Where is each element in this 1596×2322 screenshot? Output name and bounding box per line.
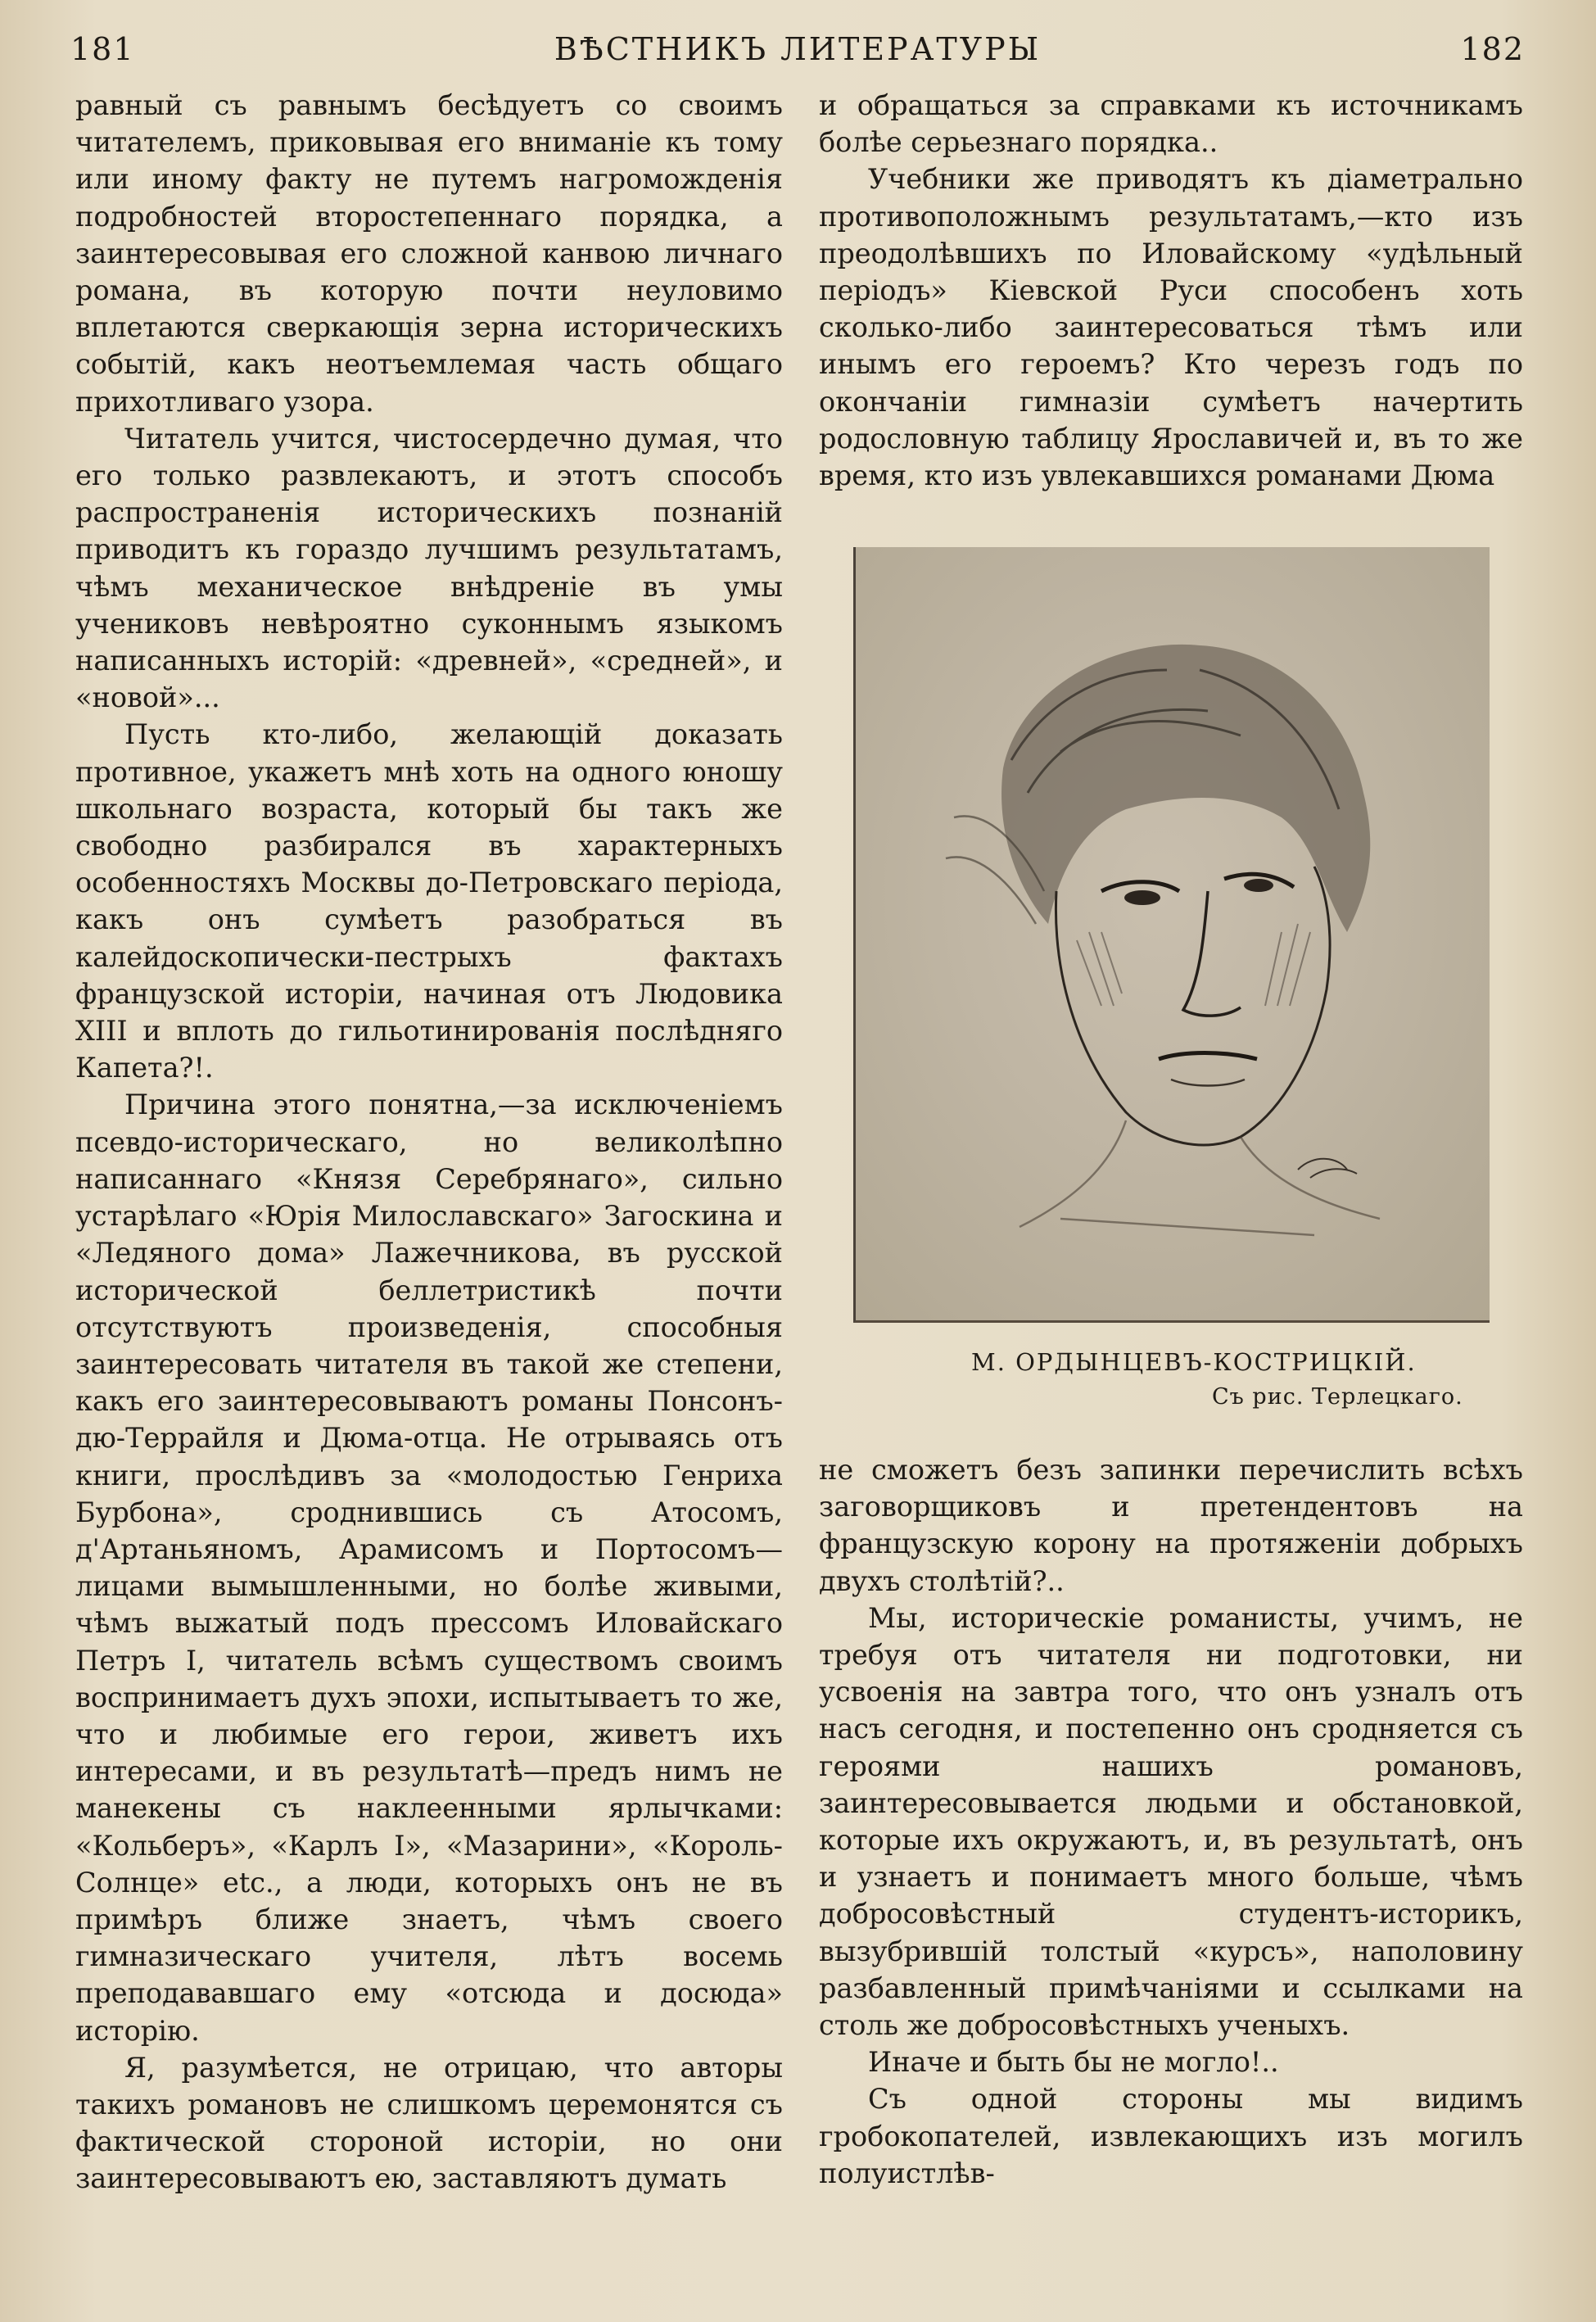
paragraph: Иначе и быть бы не могло!..: [868, 2046, 1279, 2079]
figure-caption: М. ОРДЫНЦЕВЪ-КОСТРИЦКІЙ.: [971, 1348, 1417, 1376]
right-column-bottom: [819, 1451, 1523, 2192]
running-header: [70, 25, 1525, 74]
left-column: [75, 87, 783, 2198]
page-number-left: 181: [70, 31, 135, 67]
paragraph: Я, разумѣется, не отрицаю, что авторы такихъ романовъ не слишкомъ церемонятся съ фактической стороной исторіи, но они заинтересовываютъ ею, заставляютъ думать: [75, 2051, 783, 2195]
portrait-illustration: [853, 547, 1490, 1323]
paragraph: Учебники же приводятъ къ діаметрально противоположнымъ результатамъ,—кто изъ преодолѣвшихъ по Иловайскому «удѣльный періодъ» Кіевской Руси способенъ хоть сколько-либо заинтересоваться тѣмъ или инымъ его героемъ? Кто черезъ годъ по окончаніи гимназіи сумѣетъ начертить родословную таблицу Ярославичей и, въ то же время, кто изъ увлекавшихся романами Дюма: [819, 163, 1523, 492]
paragraph: Пусть кто-либо, желающій доказать противное, укажетъ мнѣ хоть на одного юношу школьнаго возраста, который бы такъ же свободно разбирался въ характерныхъ особенностяхъ Москвы до-Петровскаго періода, какъ онъ сумѣетъ разобраться въ калейдоскопически-пестрыхъ фактахъ французской исторіи, начиная отъ Людовика XIII и вплоть до гильотинированія послѣдняго Капета?!.: [75, 718, 783, 1084]
paragraph: Читатель учится, чистосердечно думая, что его только развлекаютъ, и этотъ способъ распространенія историческихъ познаній приводитъ къ гораздо лучшимъ результатамъ, чѣмъ механическое внѣдреніе въ умы учениковъ невѣроятно суконнымъ языкомъ написанныхъ исторій: «древней», «средней», и «новой»...: [75, 422, 783, 714]
paragraph: Мы, историческіе романисты, учимъ, не требуя отъ читателя ни подготовки, ни усвоенія на завтра того, что онъ узналъ отъ насъ сегодня, и постепенно онъ сродняется съ героями нашихъ романовъ, заинтересовывается людьми и обстановкой, которые ихъ окружаютъ, и, въ результатѣ, онъ и узнаетъ и понимаетъ много больше, чѣмъ добросовѣстный студентъ-историкъ, вызубрившій толстый «курсъ», наполовину разбавленный примѣчаніями и ссылками на столь же добросовѣстныхъ ученыхъ.: [819, 1601, 1523, 2042]
portrait-sketch: [856, 547, 1490, 1320]
paragraph: равный съ равнымъ бесѣдуетъ со своимъ читателемъ, приковывая его вниманіе къ тому или иному факту не путемъ нагроможденія подробностей второстепеннаго порядка, а заинтересовывая его сложной канвою личнаго романа, въ которую почти неуловимо вплетаются сверкающія зерна историческихъ событій, какъ неотъемлемая часть общаго прихотливаго узора.: [75, 89, 783, 418]
paragraph: и обращаться за справками къ источникамъ болѣе серьезнаго порядка..: [819, 89, 1523, 159]
page-number-right: 182: [1460, 31, 1525, 67]
paragraph: не сможетъ безъ запинки перечислить всѣхъ заговорщиковъ и претендентовъ на французскую корону на протяженіи добрыхъ двухъ столѣтій?..: [819, 1454, 1523, 1597]
right-column-top: [819, 87, 1523, 494]
paragraph: Съ одной стороны мы видимъ гробокопателей, извлекающихъ изъ могилъ полуистлѣв-: [819, 2083, 1523, 2189]
paragraph: Причина этого понятна,—за исключеніемъ псевдо-историческаго, но великолѣпно написаннаго «Князя Серебрянаго», сильно устарѣлаго «Юрія Милославскаго» Загоскина и «Ледяного дома» Лажечникова, въ русской исторической беллетристикѣ почти отсутствуютъ произведенія, способныя заинтересовать читателя въ такой же степени, какъ его заинтересовываютъ романы Понсонъ-дю-Террайля и Дюма-отца. Не отрываясь отъ книги, прослѣдивъ за «молодостью Генриха Бурбона», сроднившись съ Атосомъ, д'Артаньяномъ, Арамисомъ и Портосомъ—лицами вымышленными, но болѣе живыми, чѣмъ выжатый подъ прессомъ Иловайскаго Петръ I, читатель всѣмъ существомъ своимъ воспринимаетъ духъ эпохи, испытываетъ то же, что и любимые его герои, живетъ ихъ интересами, и въ результатѣ—предъ нимъ не манекены съ наклеенными ярлычками: «Кольберъ», «Карлъ I», «Мазарини», «Король-Солнце» etc., а люди, которыхъ онъ не въ примѣръ ближе знаетъ, чѣмъ своего гимназическаго учителя, лѣтъ восемь преподававшаго ему «отсюда и досюда» исторію.: [75, 1089, 783, 2047]
figure-credit: Съ рис. Терлецкаго.: [1212, 1384, 1463, 1410]
journal-title: ВѢСТНИКЪ ЛИТЕРАТУРЫ: [554, 31, 1042, 67]
